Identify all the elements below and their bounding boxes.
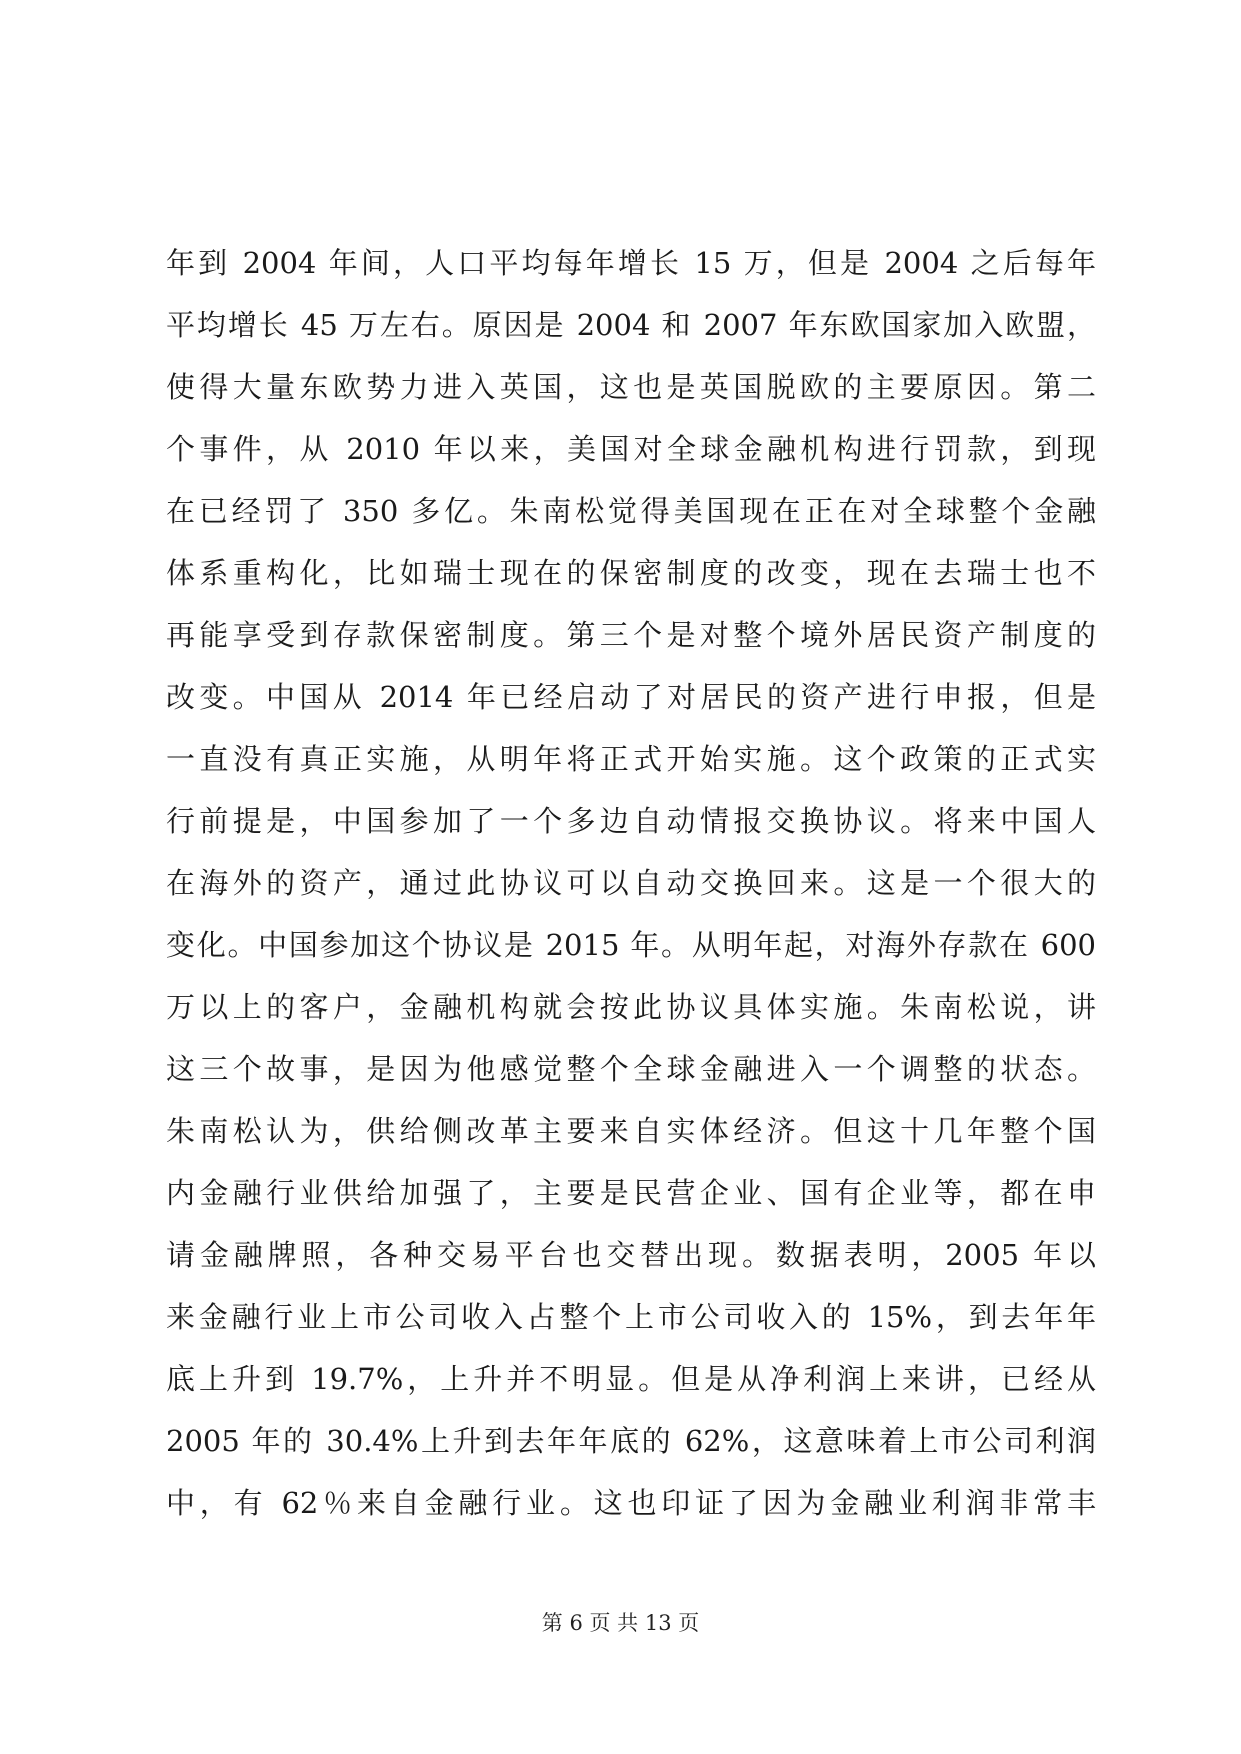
text-line: 这三个故事，是因为他感觉整个全球金融进入一个调整的状态。	[166, 1052, 1096, 1086]
text-line: 内金融行业供给加强了，主要是民营企业、国有企业等，都在申	[166, 1176, 1096, 1210]
text-line: 行前提是，中国参加了一个多边自动情报交换协议。将来中国人	[166, 804, 1096, 838]
text-line: 年到 2004 年间，人口平均每年增长 15 万，但是 2004 之后每年	[166, 246, 1096, 280]
text-line: 平均增长 45 万左右。原因是 2004 和 2007 年东欧国家加入欧盟，	[166, 308, 1096, 342]
text-line: 在海外的资产，通过此协议可以自动交换回来。这是一个很大的	[166, 866, 1096, 900]
text-line: 一直没有真正实施，从明年将正式开始实施。这个政策的正式实	[166, 742, 1096, 776]
text-line: 朱南松认为，供给侧改革主要来自实体经济。但这十几年整个国	[166, 1114, 1096, 1148]
text-line: 变化。中国参加这个协议是 2015 年。从明年起，对海外存款在 600	[166, 928, 1096, 962]
text-line: 来金融行业上市公司收入占整个上市公司收入的 15%，到去年年	[166, 1300, 1096, 1334]
text-line: 再能享受到存款保密制度。第三个是对整个境外居民资产制度的	[166, 618, 1096, 652]
text-line: 中，有 62％来自金融行业。这也印证了因为金融业利润非常丰	[166, 1486, 1096, 1520]
text-line: 改变。中国从 2014 年已经启动了对居民的资产进行申报，但是	[166, 680, 1096, 714]
text-line: 体系重构化，比如瑞士现在的保密制度的改变，现在去瑞士也不	[166, 556, 1096, 590]
text-line: 请金融牌照，各种交易平台也交替出现。数据表明，2005 年以	[166, 1238, 1096, 1272]
text-line: 个事件，从 2010 年以来，美国对全球金融机构进行罚款，到现	[166, 432, 1096, 466]
body-text	[166, 232, 1096, 1534]
page-footer: 第 6 页 共 13 页	[541, 1611, 700, 1635]
text-line: 在已经罚了 350 多亿。朱南松觉得美国现在正在对全球整个金融	[166, 494, 1096, 528]
text-line: 底上升到 19.7%，上升并不明显。但是从净利润上来讲，已经从	[166, 1362, 1096, 1396]
text-line: 万以上的客户，金融机构就会按此协议具体实施。朱南松说，讲	[166, 990, 1096, 1024]
text-line: 使得大量东欧势力进入英国，这也是英国脱欧的主要原因。第二	[166, 370, 1096, 404]
text-line: 2005 年的 30.4%上升到去年年底的 62%，这意味着上市公司利润	[166, 1424, 1096, 1458]
